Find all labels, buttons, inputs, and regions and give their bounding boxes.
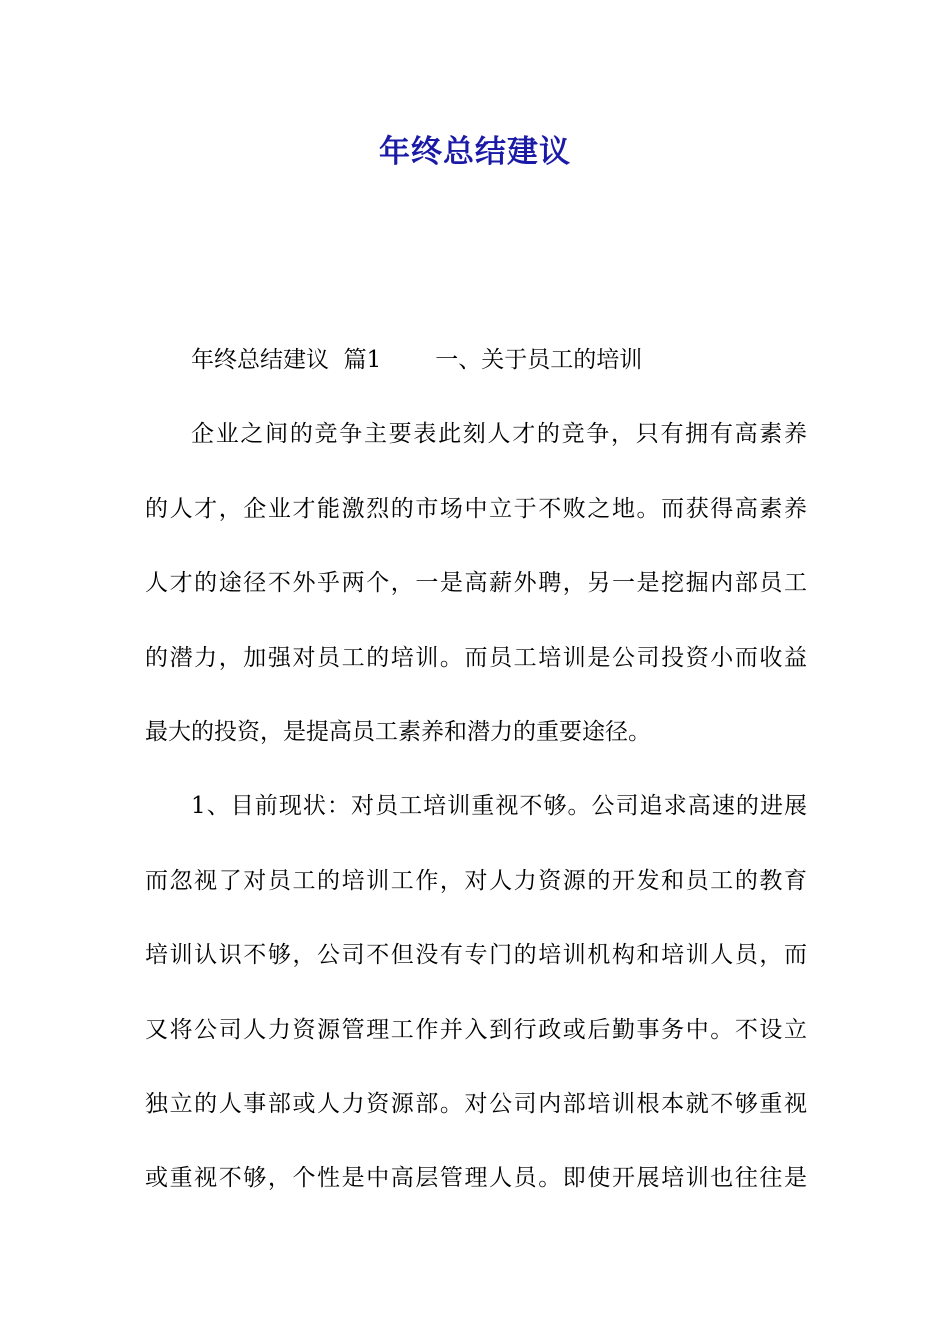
paragraph-line: 培训认识不够，公司不但没有专门的培训机构和培训人员，而: [145, 942, 807, 969]
paragraph-line: 或重视不够，个性是中高层管理人员。即使开展培训也往往是: [145, 1165, 807, 1192]
section-heading: [145, 331, 807, 405]
paragraph-line: 独立的人事部或人力资源部。对公司内部培训根本就不够重视: [145, 1090, 807, 1117]
document-title: 年终总结建议: [379, 134, 571, 170]
paragraph-line: 的人才，企业才能激烈的市场中立于不败之地。而获得高素养: [145, 495, 807, 522]
paragraph-line: 人才的途径不外乎两个，一是高薪外聘，另一是挖掘内部员工: [145, 570, 807, 597]
paragraph-line: 最大的投资，是提高员工素养和潜力的重要途径。: [145, 718, 651, 745]
paragraph-line: 企业之间的竞争主要表此刻人才的竞争，只有拥有高素养: [191, 421, 807, 448]
paragraph-line: 又将公司人力资源管理工作并入到行政或后勤事务中。不设立: [145, 1016, 807, 1043]
paragraph-line: 1、目前现状：对员工培训重视不够。公司追求高速的进展: [191, 793, 807, 820]
article-label: 年终总结建议 篇1: [191, 347, 382, 373]
section-title: 一、关于员工的培训: [435, 347, 643, 373]
paragraph-line: 的潜力，加强对员工的培训。而员工培训是公司投资小而收益: [145, 644, 807, 671]
paragraph-line: 而忽视了对员工的培训工作，对人力资源的开发和员工的教育: [145, 867, 807, 894]
document-body: [145, 331, 807, 1224]
